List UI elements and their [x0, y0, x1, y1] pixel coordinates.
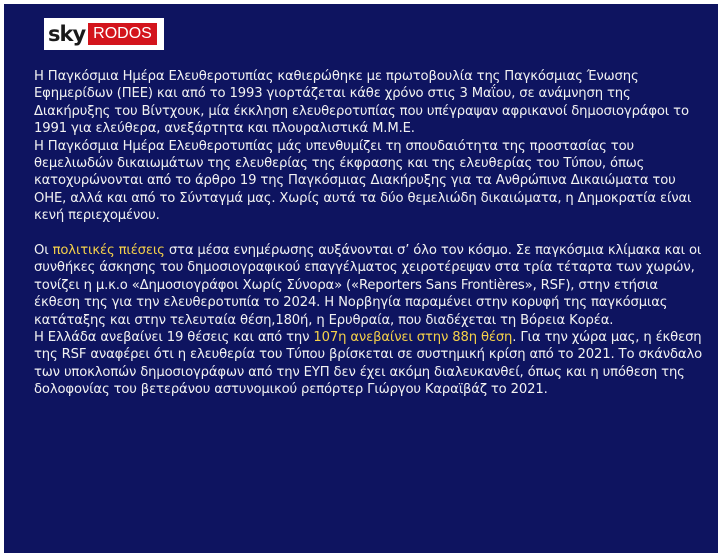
political-pressures-highlight: πολιτικές πιέσεις [52, 243, 165, 259]
sky-rodos-logo[interactable] [44, 18, 164, 50]
paragraph-spacer [34, 225, 704, 242]
paragraph-4 [34, 329, 704, 399]
paragraph-1: Η Παγκόσμια Ημέρα Ελευθεροτυπίας καθιερώθηκε με πρωτοβουλία της Παγκόσμιας Ένωσης Εφημερίδων (ΠΕΕ) και από το 1993 γιορτάζεται κάθε χρόνο στις 3 Μαΐου, σε ανάμνηση της Διακήρυξης του Βίντχουκ, μία έκκληση ελευθεροτυπίας που υπέγραψαν αφρικανοί δημοσιογράφοι το 1991 για ελεύθερα, ανεξάρτητα και πλουραλιστικά Μ.Μ.Ε. [34, 69, 689, 137]
paragraph-3-start: Οι [34, 243, 53, 259]
logo-sky-text: sky [48, 22, 86, 46]
paragraph-3-rest: στα μέσα ενημέρωσης αυξάνονται σ’ όλο τον κόσμο. Σε παγκόσμια κλίμακα και οι συνθήκες άσκησης του δημοσιογραφικού επαγγέλματος χειροτέρεψαν στα τρία τέταρτα των χωρών, τονίζει η μ.κ.ο «Δημοσιογράφοι Χωρίς Σύνορα» («Reporters Sans Frontières», RSF), στην ετήσια έκθεση της για την ελευθεροτυπία το 2024. Η Νορβηγία παραμένει στην κορυφή της παγκόσμιας κατάταξης και στην τελευταία θέση,180ή, η Ερυθραία, που διαδέχεται τη Βόρεια Κορέα. [34, 243, 702, 328]
paragraph-4-rest: . Για την χώρα μας, η έκθεση της RSF αναφέρει ότι η ελευθερία του Τύπου βρίσκεται σε συστημική κρίση από το 2021. Το σκάνδαλο των υποκλοπών δημοσιογράφων από την ΕΥΠ δεν έχει ακόμη διαλευκανθεί, όπως και η υπόθεση της δολοφονίας του βετεράνου αστυνομικού ρεπόρτερ Γιώργου Καραϊβάζ το 2021. [34, 330, 703, 398]
article-panel [4, 4, 718, 553]
logo-rodos-text: RODOS [88, 23, 157, 45]
ranking-highlight: 107η ανεβαίνει στην 88η θέση [313, 330, 513, 346]
article-body [34, 68, 704, 399]
paragraph-2: Η Παγκόσμια Ημέρα Ελευθεροτυπίας μάς υπενθυμίζει τη σπουδαιότητα της προστασίας του θεμελιωδών δικαιωμάτων της ελευθερίας της έκφρασης και της ελευθερίας του Τύπου, όπως κατοχυρώνονται από το άρθρο 19 της Παγκόσμιας Διακήρυξης για τα Ανθρώπινα Δικαιώματα του ΟΗΕ, αλλά και από το Σύνταγμά μας. Χωρίς αυτά τα δύο θεμελιώδη δικαιώματα, η Δημοκρατία είναι κενή περιεχομένου. [34, 138, 692, 224]
paragraph-4-start: Η Ελλάδα ανεβαίνει 19 θέσεις και από την [34, 330, 314, 346]
paragraph-3 [34, 242, 704, 329]
